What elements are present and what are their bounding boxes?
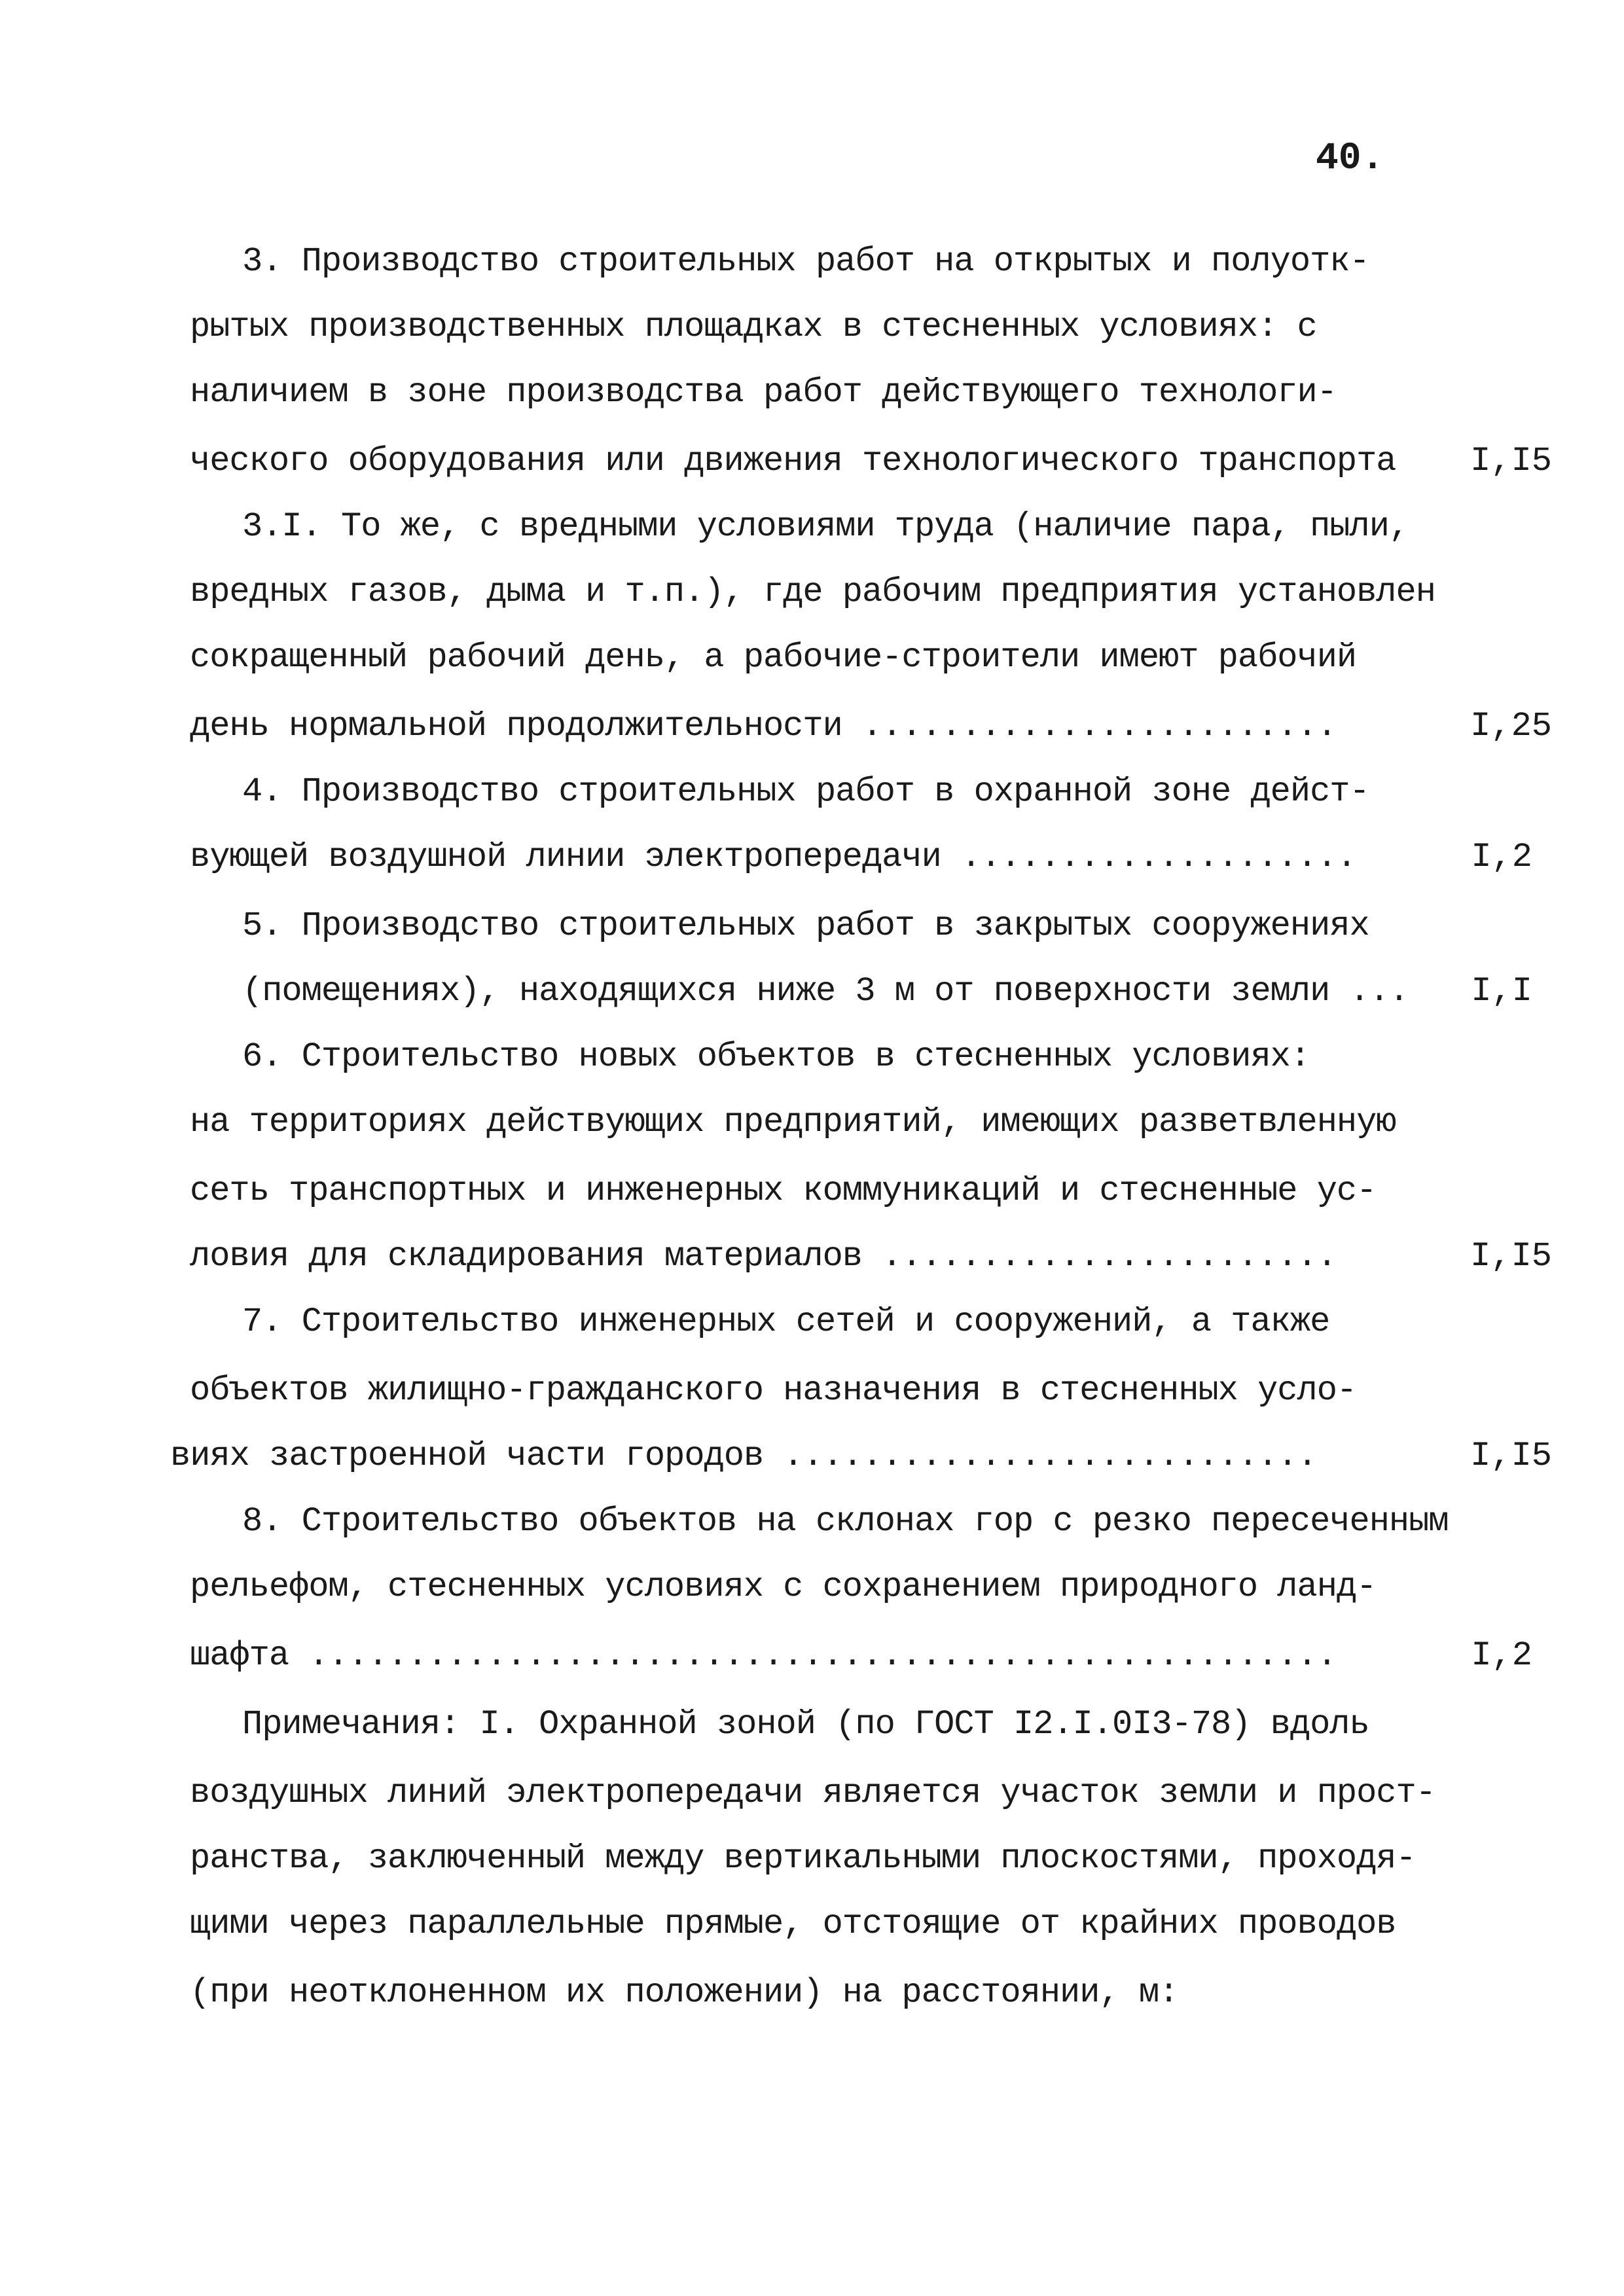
item-6-line-1: 6. Строительство новых объектов в стесненных условиях: xyxy=(242,1037,1310,1076)
item-5-value: I,I xyxy=(1471,972,1532,1011)
notes-line-3: ранства, заключенный между вертикальными плоскостями, проходя- xyxy=(190,1839,1416,1878)
item-7-line-3: виях застроенной части городов ........................... xyxy=(170,1437,1317,1475)
item-4-value: I,2 xyxy=(1471,838,1532,876)
item-8-value: I,2 xyxy=(1471,1636,1532,1675)
item-3-1-line-1: 3.I. То же, с вредными условиями труда (наличие пара, пыли, xyxy=(242,507,1409,546)
item-6-line-2: на территориях действующих предприятий, имеющих разветвленную xyxy=(190,1103,1396,1141)
item-5-line-1: 5. Производство строительных работ в закрытых сооружениях xyxy=(242,906,1369,945)
item-4-line-2: вующей воздушной линии электропередачи .................... xyxy=(190,838,1357,876)
item-7-line-2: объектов жилищно-гражданского назначения в стесненных усло- xyxy=(190,1371,1357,1410)
item-3-1-line-3: сокращенный рабочий день, а рабочие-строители имеют рабочий xyxy=(190,638,1357,677)
item-7-line-1: 7. Строительство инженерных сетей и сооружений, а также xyxy=(242,1302,1330,1341)
item-3-line-2: рытых производственных площадках в стесненных условиях: с xyxy=(190,308,1317,346)
item-3-line-1: 3. Производство строительных работ на открытых и полуотк- xyxy=(242,242,1369,281)
item-3-1-line-4: день нормальной продолжительности ........................ xyxy=(190,707,1337,745)
page-number: 40. xyxy=(1316,137,1384,180)
notes-line-2: воздушных линий электропередачи является участок земли и прост- xyxy=(190,1774,1435,1812)
item-3-1-line-2: вредных газов, дыма и т.п.), где рабочим предприятия установлен xyxy=(190,573,1435,611)
notes-line-5: (при неотклоненном их положении) на расстоянии, м: xyxy=(190,1973,1179,2012)
item-3-1-value: I,25 xyxy=(1470,707,1552,745)
item-3-value: I,I5 xyxy=(1470,442,1552,480)
item-6-line-3: сеть транспортных и инженерных коммуникаций и стесненные ус- xyxy=(190,1172,1377,1210)
item-8-line-2: рельефом, стесненных условиях с сохранением природного ланд- xyxy=(190,1568,1377,1606)
item-8-line-3: шафта .................................................... xyxy=(190,1636,1337,1675)
item-5-line-2: (помещениях), находящихся ниже 3 м от поверхности земли ... xyxy=(242,972,1409,1011)
item-8-line-1: 8. Строительство объектов на склонах гор с резко пересеченным xyxy=(242,1502,1449,1541)
item-4-line-1: 4. Производство строительных работ в охранной зоне дейст- xyxy=(242,772,1369,811)
notes-line-1: Примечания: I. Охранной зоной (по ГОСТ I2.I.0I3-78) вдоль xyxy=(242,1705,1369,1744)
item-6-value: I,I5 xyxy=(1470,1237,1552,1276)
item-3-line-3: наличием в зоне производства работ действующего технологи- xyxy=(190,373,1337,412)
notes-line-4: щими через параллельные прямые, отстоящие от крайних проводов xyxy=(190,1905,1396,1943)
item-3-line-4: ческого оборудования или движения технологического транспорта xyxy=(190,442,1396,480)
item-7-value: I,I5 xyxy=(1470,1437,1552,1475)
item-6-line-4: ловия для складирования материалов ....................... xyxy=(190,1237,1337,1276)
